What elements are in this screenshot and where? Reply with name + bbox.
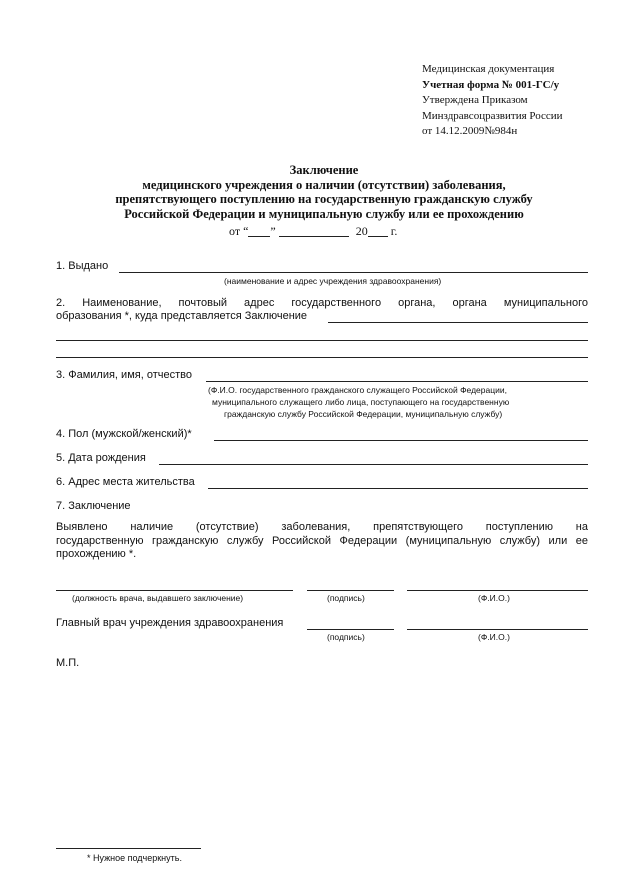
dob-line[interactable]: [159, 464, 588, 465]
date-suffix: г.: [390, 224, 398, 238]
doctor-signature-line[interactable]: [307, 590, 394, 591]
chief-fio-line[interactable]: [407, 629, 588, 630]
title-line-2: медицинского учреждения о наличии (отсутствии) заболевания,: [142, 177, 506, 192]
conclusion-line-1: Выявлено наличие (отсутствие) заболевания, препятствующего поступлению на: [56, 521, 588, 533]
doctor-position-line[interactable]: [56, 590, 293, 591]
title-line-3: препятствующего поступлению на государственную гражданскую службу: [115, 192, 533, 206]
org-line-1[interactable]: [328, 322, 588, 323]
doctor-fio-line[interactable]: [407, 590, 588, 591]
footnote-text: * Нужное подчеркнуть.: [87, 853, 182, 863]
fio-line[interactable]: [206, 381, 588, 382]
org-line-2[interactable]: [56, 340, 588, 341]
date-year-blank[interactable]: [368, 225, 388, 237]
doctor-signature-caption: (подпись): [327, 593, 365, 603]
chief-signature-line[interactable]: [307, 629, 394, 630]
org-label-line-2: образования *, куда представляется Заключение: [56, 310, 308, 322]
date-prefix: от “: [229, 224, 249, 238]
fio-label: 3. Фамилия, имя, отчество: [56, 369, 192, 381]
issued-caption: (наименование и адрес учреждения здравоохранения): [224, 276, 442, 286]
fio-caption-line-3: гражданскую службу Российской Федерации, муниципальную службу): [224, 409, 503, 419]
seal-mark: М.П.: [56, 657, 80, 669]
chief-signature-caption: (подпись): [327, 632, 365, 642]
approval-stamp: [422, 62, 622, 140]
date-row: [229, 224, 397, 239]
title-heading: Заключение: [289, 163, 359, 177]
chief-doctor-label: Главный врач учреждения здравоохранения: [56, 617, 284, 629]
stamp-doc-type: Медицинская документация: [422, 63, 555, 75]
fio-caption: [208, 384, 509, 420]
footnote-divider: [56, 848, 201, 849]
address-label: 6. Адрес места жительства: [56, 476, 195, 488]
conclusion-label: 7. Заключение: [56, 500, 131, 512]
conclusion-line-3: прохождению *.: [56, 548, 137, 560]
sex-line[interactable]: [214, 440, 588, 441]
stamp-form-number: Учетная форма № 001-ГС/у: [422, 78, 560, 91]
org-line-3[interactable]: [56, 357, 588, 358]
stamp-ministry: Минздравсоцразвития России: [422, 109, 563, 122]
dob-label: 5. Дата рождения: [56, 452, 146, 464]
stamp-approved-by: Утверждена Приказом: [422, 94, 528, 106]
stamp-order-date: от 14.12.2009№984н: [422, 125, 518, 137]
fio-caption-line-2: муниципального служащего либо лица, поступающего на государственную: [212, 397, 510, 407]
sex-label: 4. Пол (мужской/женский)*: [56, 428, 192, 440]
issued-label: 1. Выдано: [56, 260, 109, 272]
date-mid: ”: [270, 224, 276, 238]
date-day-blank[interactable]: [248, 225, 270, 237]
fio-caption-line-1: (Ф.И.О. государственного гражданского служащего Российской Федерации,: [208, 385, 507, 395]
date-year-prefix: 20: [355, 224, 368, 238]
chief-fio-caption: (Ф.И.О.): [478, 632, 510, 642]
date-month-blank[interactable]: [279, 225, 349, 237]
issued-line[interactable]: [119, 272, 588, 273]
doctor-position-caption: (должность врача, выдавшего заключение): [72, 593, 244, 603]
address-line[interactable]: [208, 488, 588, 489]
document-title: [60, 163, 588, 221]
org-label-line-1: 2. Наименование, почтовый адрес государственного органа, органа муниципального: [56, 297, 588, 309]
title-line-4: Российской Федерации и муниципальную службу или ее прохождению: [124, 206, 524, 221]
conclusion-line-2: государственную гражданскую службу Российской Федерации (муниципальную службу) или ее: [56, 535, 588, 547]
doctor-fio-caption: (Ф.И.О.): [478, 593, 510, 603]
